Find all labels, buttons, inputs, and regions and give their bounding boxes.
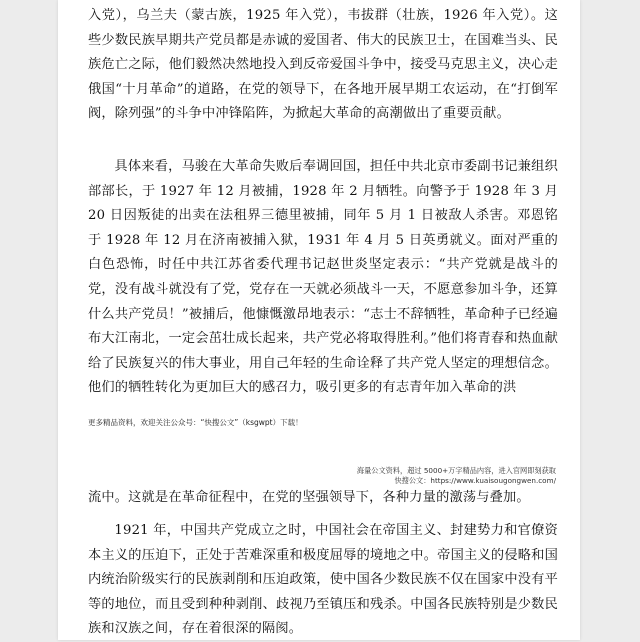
header-ad-url[interactable]: 快搜公文：https://www.kuaisougongwen.com/ <box>394 476 556 485</box>
paragraph-continuation: 入党），乌兰夫（蒙古族，1925 年入党），韦拔群（壮族，1926 年入党）。这些少数民族早期共产党员都是赤诚的爱国者、伟大的民族卫士，在国难当头、民族危亡之际，他们毅然决然地投入到反帝爱国斗争中，接受马克思主义，决心走俄国“十月革命”的道路，在党的领导下，在各地开展早期工农运动，在“打倒军阀，除列强”的斗争中冲锋陷阵，为掀起大革命的高潮做出了重要贡献。 <box>88 8 558 122</box>
page-footer-note: 更多精品资料，欢迎关注公众号：“快搜公文”（ksgwpt）下载！ <box>88 418 303 427</box>
header-ad-line: 海量公文资料，超过 5000+万字精品内容，进入官网即刻获取 <box>356 466 556 475</box>
page-header-ad <box>226 466 556 486</box>
paragraph-continuation-2: 流中。这就是在革命征程中，在党的坚强领导下，各种力量的激荡与叠加。 <box>88 490 530 505</box>
paragraph-martyrs: 具体来看，马骏在大革命失败后奉调回国，担任中共北京市委副书记兼组织部部长，于 1927 年 12 月被捕，1928 年 2 月牺牲。向警予于 1928 年 3 月 20 日因叛徒的出卖在法租界三德里被捕，同年 5 月 1 日被敌人杀害。邓恩铭于 1928 年 12 月在济南被捕入狱，1931 年 4 月 5 日英勇就义。面对严重的白色恐怖，时任中共江苏省委代理书记赵世炎坚定表示：“共产党就是战斗的党，没有战斗就没有了党，党存在一天就必须战斗一天，不愿意参加斗争，还算什么共产党员！”被捕后，他慷慨激昂地表示：“志士不辞牺牲，革命种子已经遍布大江南北，一定会茁壮成长起来，共产党必将取得胜利。”他们将青春和热血献给了民族复兴的伟大事业，用自己年轻的生命诠释了共产党人坚定的理想信念。他们的牺牲转化为更加巨大的感召力，吸引更多的有志青年加入革命的洪 <box>88 159 558 396</box>
paragraph-1921: 1921 年，中国共产党成立之时，中国社会在帝国主义、封建势力和官僚资本主义的压迫下，正处于苦难深重和极度屈辱的境地之中。帝国主义的侵略和国内统治阶级实行的民族剥削和压迫政策，使中国各少数民族不仅在国家中没有平等的地位，而且受到种种剥削、歧视乃至镇压和残杀。中国各民族特别是少数民族和汉族之间，存在着很深的隔阂。 <box>88 523 558 637</box>
